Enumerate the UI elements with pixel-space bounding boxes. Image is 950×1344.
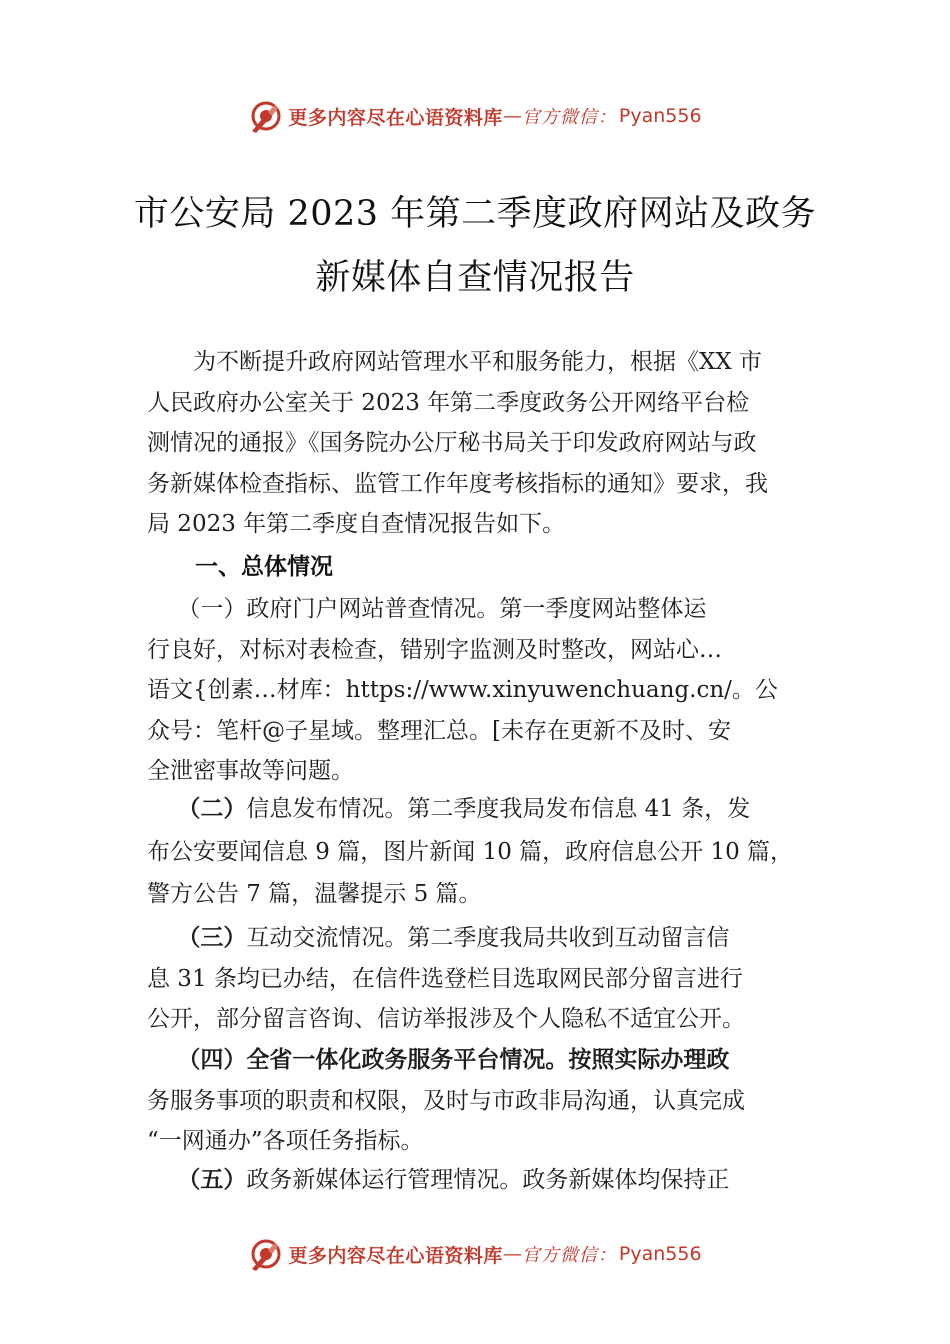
document-title-line2: 新媒体自查情况报告: [315, 258, 635, 298]
paragraph-line: 测情况的通报》《国务院办公厅秘书局关于印发政府网站与政: [147, 430, 757, 456]
paragraph-line: 局 2023 年第二季度自查情况报告如下。: [147, 511, 566, 537]
paragraph-line: 人民政府办公室关于 2023 年第二季度政务公开网络平台检: [147, 389, 750, 416]
watermark-wechat-id: Pyan556: [618, 105, 702, 127]
paragraph-line: 务新媒体检查指标、监管工作年度考核指标的通知》要求，我: [147, 470, 768, 497]
watermark-brand: 更多内容尽在心语资料库: [288, 1244, 503, 1267]
item-lead: （一）: [177, 596, 247, 622]
item-lead: （三）: [177, 924, 247, 951]
watermark-wechat-id: Pyan556: [618, 1243, 702, 1265]
section-heading: 一、总体情况: [195, 554, 333, 580]
item-2-paragraph: [147, 789, 817, 915]
item-lead: （五）: [177, 1166, 247, 1193]
paragraph-line: 务服务事项的职责和权限，及时与市政非局沟通，认真完成: [147, 1087, 745, 1114]
paragraph-line: “一网通办”各项任务指标。: [147, 1128, 424, 1154]
paragraph-line: 全泄密事故等问题。: [147, 758, 354, 784]
intro-paragraph: [147, 342, 817, 545]
item-lead: （二）: [177, 795, 247, 822]
watermark-banner-top: [0, 96, 950, 136]
pen-logo-icon: [248, 1236, 284, 1272]
paragraph-line: 政务新媒体运行管理情况。政务新媒体均保持正: [246, 1167, 730, 1193]
watermark-banner-bottom: [0, 1234, 950, 1274]
paragraph-line: 息 31 条均已办结，在信件选登栏目选取网民部分留言进行: [147, 965, 743, 992]
pen-logo-icon: [248, 98, 284, 134]
watermark-dash: —: [502, 1243, 522, 1265]
paragraph-line: 警方公告 7 篇，温馨提示 5 篇。: [147, 881, 482, 907]
paragraph-line: 全省一体化政务服务平台情况。按照实际办理政: [246, 1046, 730, 1073]
paragraph-line: 众号：笔杆@子星域。整理汇总。[未存在更新不及时、安: [147, 717, 731, 744]
paragraph-line: 信息发布情况。第二季度我局发布信息 41 条，发: [246, 796, 751, 822]
item-3-paragraph: [147, 918, 817, 1040]
item-lead: （四）: [177, 1046, 247, 1073]
paragraph-line: 互动交流情况。第二季度我局共收到互动留言信: [246, 925, 730, 951]
paragraph-line: 为不断提升政府网站管理水平和服务能力，根据《XX 市: [147, 349, 763, 375]
item-5-paragraph: [147, 1160, 817, 1201]
document-title-line1: 市公安局 2023 年第二季度政府网站及政务: [133, 194, 817, 234]
paragraph-line: 布公安要闻信息 9 篇，图片新闻 10 篇，政府信息公开 10 篇，: [147, 838, 794, 865]
paragraph-line: 政府门户网站普查情况。第一季度网站整体运: [246, 596, 707, 622]
item-4-paragraph: [147, 1040, 817, 1162]
paragraph-line: 行良好，对标对表检查，错别字监测及时整改，网站心…: [147, 636, 722, 663]
watermark-brand: 更多内容尽在心语资料库: [288, 106, 503, 129]
item-1-paragraph: [147, 589, 817, 792]
paragraph-line: 语文{创素…材库：https://www.xinyuwenchuang.cn/。公: [147, 677, 778, 703]
watermark-wechat-label: 官方微信：: [521, 107, 617, 128]
paragraph-line: 公开，部分留言咨询、信访举报涉及个人隐私不适宜公开。: [147, 1006, 745, 1032]
watermark-dash: —: [502, 105, 522, 127]
watermark-wechat-label: 官方微信：: [521, 1245, 617, 1266]
